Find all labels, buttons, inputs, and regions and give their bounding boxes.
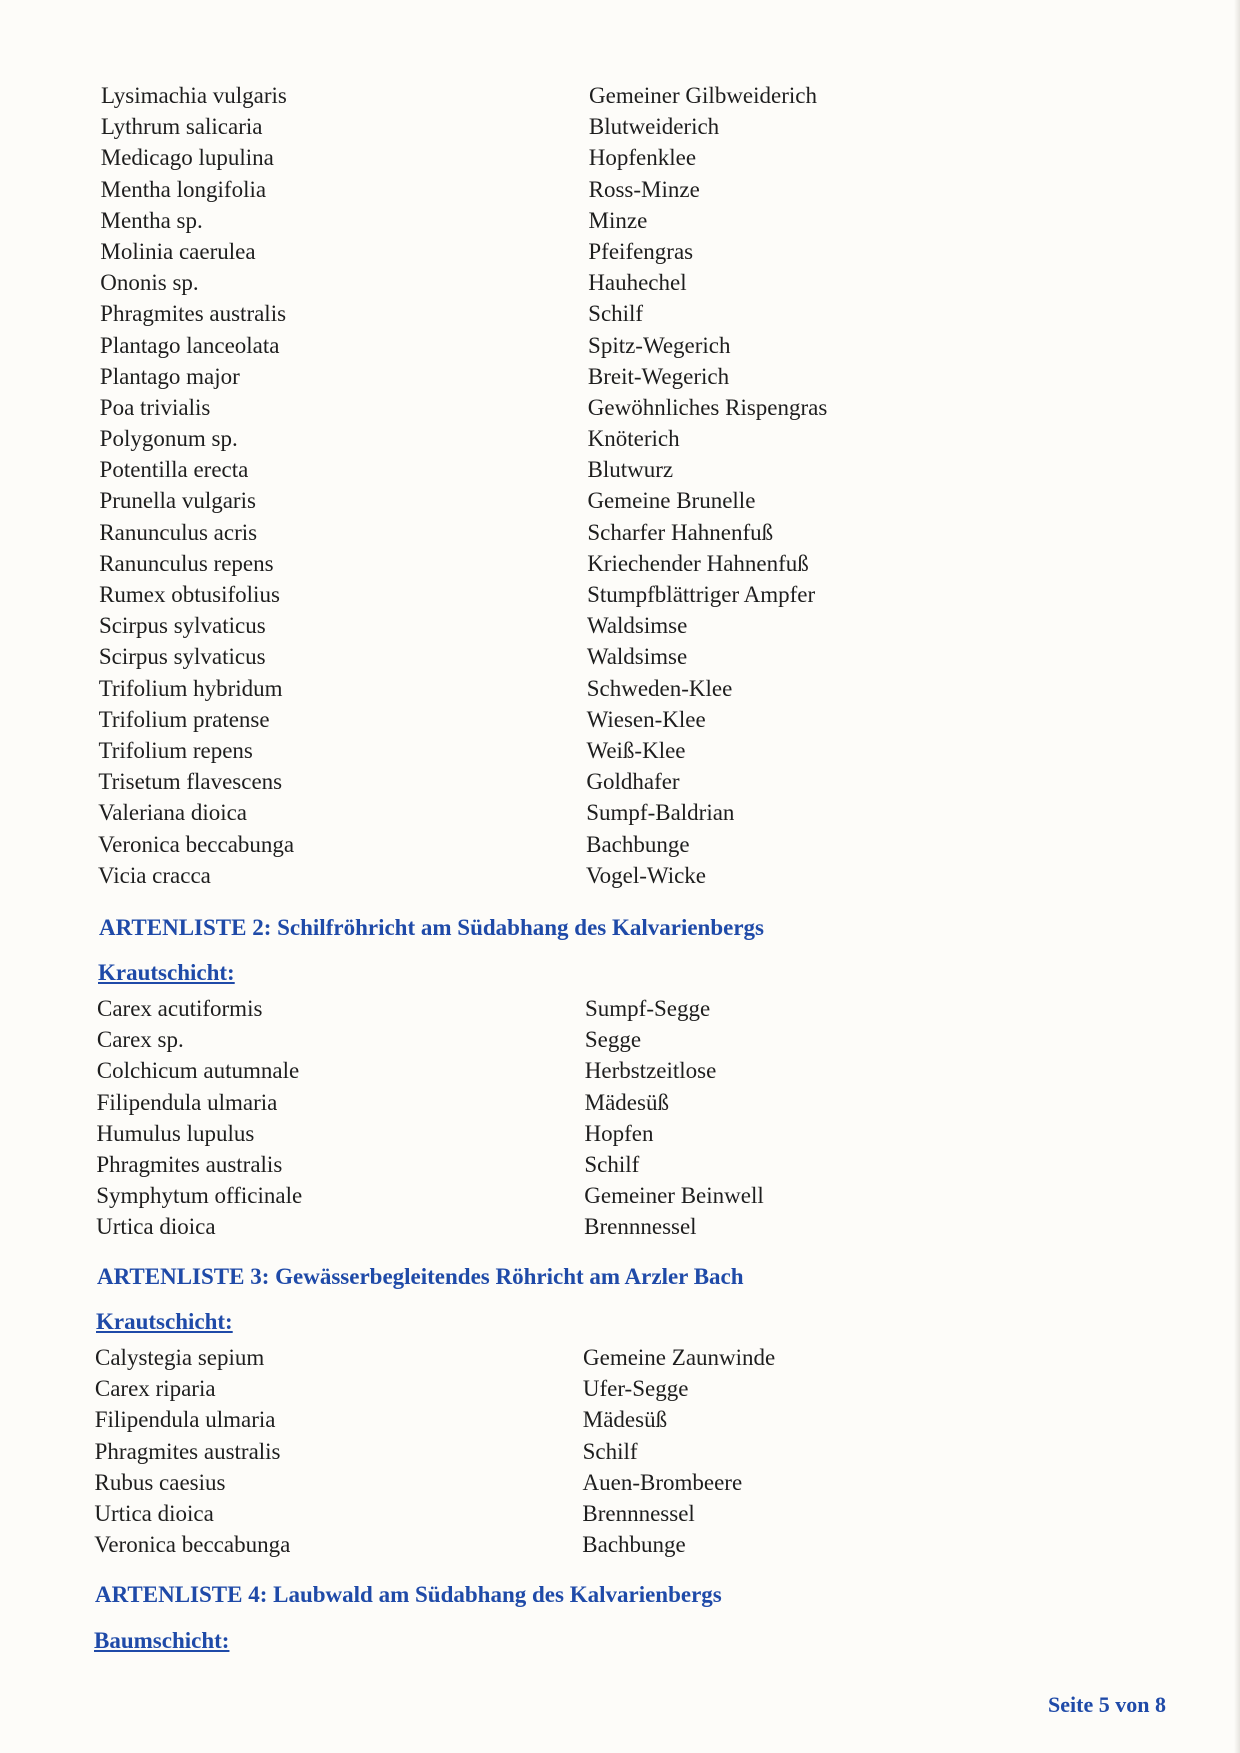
species-row	[0, 735, 1240, 766]
german-name: Mädesüß	[582, 1407, 668, 1433]
german-name: Kriechender Hahnenfuß	[587, 550, 809, 576]
latin-name: Plantago lanceolata	[100, 332, 280, 358]
latin-name: Lysimachia vulgaris	[101, 83, 287, 108]
subheading-krautschicht-3: Krautschicht:	[96, 1309, 233, 1334]
latin-name: Phragmites australis	[96, 1151, 283, 1177]
species-row	[0, 392, 1240, 423]
species-row	[0, 1436, 1240, 1467]
latin-name: Filipendula ulmaria	[96, 1089, 278, 1115]
latin-name: Mentha sp.	[100, 207, 203, 233]
species-row	[0, 142, 1240, 173]
species-row	[0, 1024, 1240, 1055]
species-row	[0, 673, 1240, 704]
latin-name: Humulus lupulus	[96, 1120, 255, 1146]
german-name: Pfeifengras	[588, 238, 694, 264]
german-name: Brennnessel	[584, 1214, 697, 1240]
german-name: Blutwurz	[587, 457, 674, 483]
latin-name: Potentilla erecta	[99, 457, 249, 483]
species-row	[0, 1055, 1240, 1086]
latin-name: Scirpus sylvaticus	[98, 613, 266, 639]
german-name: Schweden-Klee	[586, 675, 733, 701]
german-name: Waldsimse	[586, 644, 688, 670]
latin-name: Mentha longifolia	[100, 176, 267, 202]
latin-name: Plantago major	[99, 363, 240, 389]
german-name: Mädesüß	[584, 1089, 669, 1115]
latin-name: Medicago lupulina	[100, 145, 274, 171]
latin-name: Urtica dioica	[96, 1214, 216, 1240]
latin-name: Trisetum flavescens	[98, 769, 283, 795]
species-row	[0, 1118, 1240, 1149]
german-name: Knöterich	[587, 426, 680, 452]
species-row	[0, 205, 1240, 236]
species-row	[0, 236, 1240, 267]
german-name: Stumpfblättriger Ampfer	[587, 582, 816, 607]
german-name: Hopfenklee	[588, 145, 697, 171]
german-name: Bachbunge	[582, 1532, 686, 1558]
german-name: Schilf	[582, 1438, 638, 1464]
german-name: Schilf	[588, 301, 644, 327]
latin-name: Carex sp.	[96, 1027, 184, 1053]
german-name: Auen-Brombeere	[582, 1469, 743, 1495]
subheading-baumschicht-4: Baumschicht:	[94, 1628, 230, 1653]
species-row	[0, 704, 1240, 735]
german-name: Blutweiderich	[588, 114, 720, 140]
german-name: Brennnessel	[582, 1500, 695, 1526]
species-row	[0, 641, 1240, 672]
german-name: Gemeine Zaunwinde	[583, 1345, 776, 1370]
species-row	[0, 860, 1240, 891]
species-row	[0, 1087, 1240, 1118]
latin-name: Carex riparia	[94, 1376, 216, 1402]
species-row	[0, 454, 1240, 485]
german-name: Ross-Minze	[588, 176, 700, 202]
german-name: Schilf	[584, 1151, 640, 1177]
species-list-3	[0, 1342, 1240, 1560]
latin-name: Carex acutiformis	[97, 996, 263, 1021]
species-row	[0, 1342, 1240, 1373]
latin-name: Symphytum officinale	[96, 1183, 303, 1209]
german-name: Waldsimse	[586, 613, 688, 639]
latin-name: Lythrum salicaria	[100, 114, 263, 140]
german-name: Vogel-Wicke	[586, 862, 706, 888]
species-row	[0, 361, 1240, 392]
german-name: Ufer-Segge	[582, 1376, 689, 1402]
species-row	[0, 267, 1240, 298]
species-list-1	[0, 80, 1240, 891]
latin-name: Rubus caesius	[94, 1469, 226, 1495]
species-row	[0, 80, 1240, 111]
section-title-artenliste-4: ARTENLISTE 4: Laubwald am Südabhang des Kalvarienbergs	[95, 1582, 722, 1607]
species-row	[0, 298, 1240, 329]
latin-name: Poa trivialis	[99, 394, 211, 420]
latin-name: Scirpus sylvaticus	[98, 644, 266, 670]
species-row	[0, 1149, 1240, 1180]
latin-name: Valeriana dioica	[98, 800, 248, 826]
german-name: Bachbunge	[586, 831, 690, 857]
latin-name: Filipendula ulmaria	[94, 1407, 276, 1433]
german-name: Segge	[584, 1027, 642, 1053]
species-row	[0, 610, 1240, 641]
species-row	[0, 174, 1240, 205]
species-row	[0, 1467, 1240, 1498]
latin-name: Calystegia sepium	[95, 1345, 265, 1370]
german-name: Gemeiner Beinwell	[584, 1183, 764, 1209]
species-row	[0, 111, 1240, 142]
species-row	[0, 829, 1240, 860]
latin-name: Veronica beccabunga	[98, 831, 295, 857]
species-row	[0, 548, 1240, 579]
latin-name: Polygonum sp.	[99, 426, 238, 452]
latin-name: Prunella vulgaris	[99, 488, 256, 514]
german-name: Gemeiner Gilbweiderich	[589, 83, 817, 108]
german-name: Sumpf-Baldrian	[586, 800, 735, 826]
latin-name: Veronica beccabunga	[94, 1532, 291, 1558]
species-row	[0, 485, 1240, 516]
section-title-artenliste-3: ARTENLISTE 3: Gewässerbegleitendes Röhricht am Arzler Bach	[97, 1264, 744, 1289]
german-name: Hopfen	[584, 1120, 654, 1146]
latin-name: Colchicum autumnale	[96, 1058, 300, 1084]
german-name: Scharfer Hahnenfuß	[587, 519, 774, 545]
german-name: Wiesen-Klee	[586, 706, 706, 732]
german-name: Hauhechel	[588, 270, 687, 296]
latin-name: Trifolium pratense	[98, 706, 270, 732]
species-row	[0, 1180, 1240, 1211]
german-name: Gewöhnliches Rispengras	[587, 394, 828, 420]
german-name: Minze	[588, 207, 648, 233]
german-name: Weiß-Klee	[586, 737, 686, 763]
species-row	[0, 1404, 1240, 1435]
page-edge-shadow	[1234, 0, 1240, 1753]
species-row	[0, 1498, 1240, 1529]
section-title-artenliste-2: ARTENLISTE 2: Schilfröhricht am Südabhang des Kalvarienbergs	[99, 915, 765, 940]
latin-name: Molinia caerulea	[100, 238, 256, 264]
species-row	[0, 993, 1240, 1024]
species-row	[0, 423, 1240, 454]
species-row	[0, 330, 1240, 361]
species-row	[0, 517, 1240, 548]
german-name: Sumpf-Segge	[585, 996, 711, 1021]
page-number: Seite 5 von 8	[1048, 1692, 1166, 1717]
german-name: Gemeine Brunelle	[587, 488, 756, 514]
german-name: Spitz-Wegerich	[588, 332, 731, 358]
german-name: Breit-Wegerich	[587, 363, 730, 389]
subheading-krautschicht-2: Krautschicht:	[98, 960, 235, 985]
species-row	[0, 579, 1240, 610]
latin-name: Phragmites australis	[100, 301, 287, 327]
latin-name: Trifolium repens	[98, 737, 253, 763]
latin-name: Ranunculus repens	[99, 550, 274, 576]
species-row	[0, 1373, 1240, 1404]
species-list-2	[0, 993, 1240, 1243]
german-name: Herbstzeitlose	[584, 1058, 717, 1084]
species-row	[0, 1529, 1240, 1560]
species-row	[0, 766, 1240, 797]
latin-name: Ononis sp.	[100, 270, 199, 296]
german-name: Goldhafer	[586, 769, 680, 795]
latin-name: Urtica dioica	[94, 1500, 214, 1526]
latin-name: Trifolium hybridum	[98, 675, 283, 701]
latin-name: Ranunculus acris	[99, 519, 258, 545]
species-row	[0, 797, 1240, 828]
latin-name: Phragmites australis	[94, 1438, 281, 1464]
latin-name: Vicia cracca	[98, 862, 211, 888]
species-row	[0, 1211, 1240, 1242]
latin-name: Rumex obtusifolius	[99, 582, 280, 607]
